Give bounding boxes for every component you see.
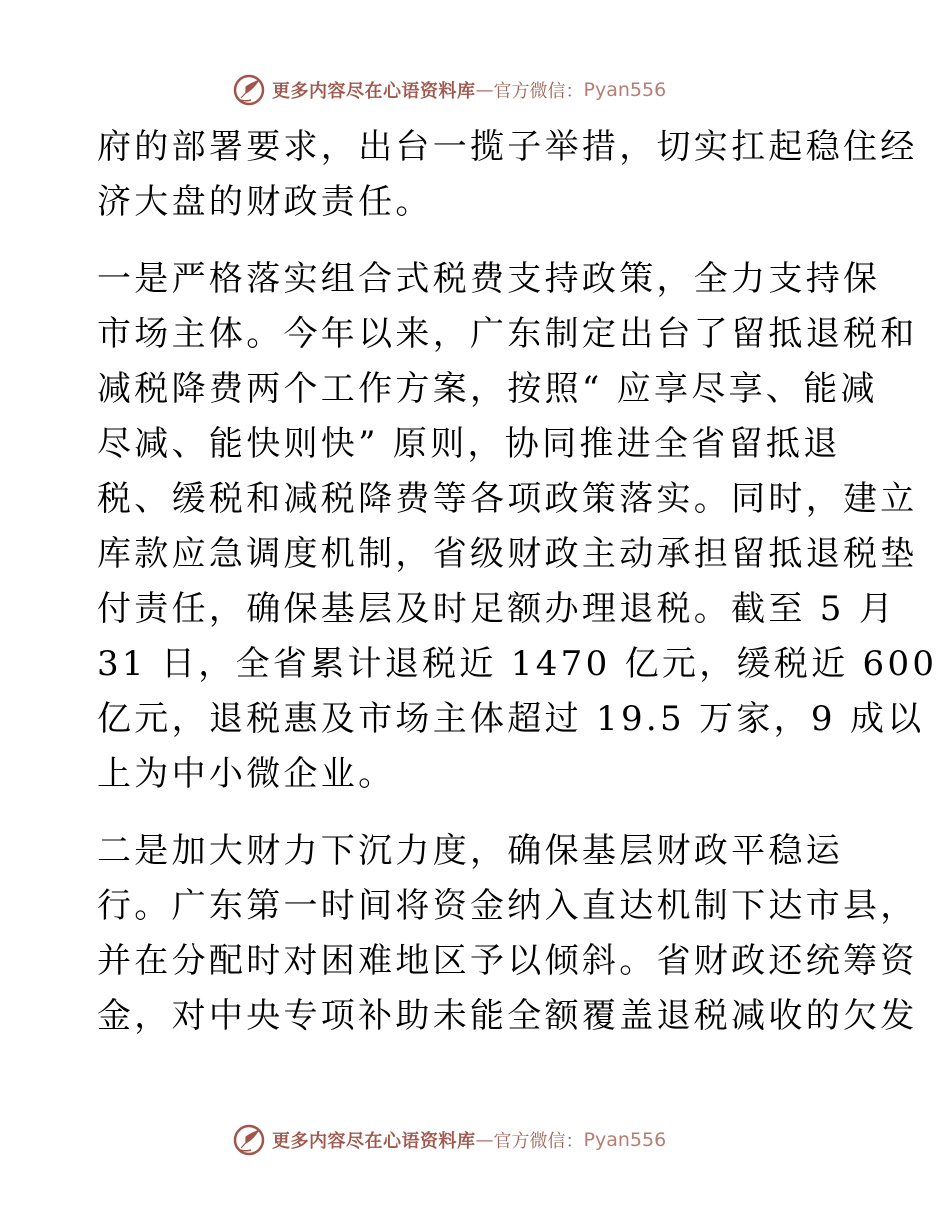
paragraph-2-line-4: 尽减、能快则快” 原则，协同推进全省留抵退 bbox=[97, 424, 841, 464]
watermark-wechat-id: Pyan556 bbox=[583, 1129, 667, 1151]
paragraph-2-line-9: 亿元，退税惠及市场主体超过 19.5 万家，9 成以 bbox=[97, 699, 925, 739]
header-watermark bbox=[232, 72, 666, 108]
paragraph-2-line-2: 市场主体。今年以来，广东制定出台了留抵退税和 bbox=[97, 314, 918, 354]
watermark-wechat-id: Pyan556 bbox=[583, 79, 667, 101]
paragraph-2-line-1: 一是严格落实组合式税费支持政策，全力支持保 bbox=[97, 259, 881, 299]
quill-logo-icon bbox=[232, 73, 266, 107]
paragraph-2-line-8: 31 日，全省累计退税近 1470 亿元，缓税近 600 bbox=[97, 644, 938, 684]
paragraph-3-line-4: 金，对中央专项补助未能全额覆盖退税减收的欠发 bbox=[97, 996, 918, 1036]
paragraph-3-line-2: 行。广东第一时间将资金纳入直达机制下达市县， bbox=[97, 886, 918, 926]
watermark-separator: — bbox=[475, 79, 494, 101]
watermark-wechat-label: 官方微信： bbox=[493, 81, 584, 102]
watermark-wechat-label: 官方微信： bbox=[493, 1131, 584, 1152]
paragraph-1-line-2: 济大盘的财政责任。 bbox=[97, 182, 433, 222]
paragraph-3-line-3: 并在分配时对困难地区予以倾斜。省财政还统筹资 bbox=[97, 941, 918, 981]
watermark-text: 更多内容尽在心语资料库 bbox=[272, 81, 476, 102]
paragraph-1-line-1: 府的部署要求，出台一揽子举措，切实扛起稳住经 bbox=[97, 127, 918, 167]
footer-watermark bbox=[232, 1122, 666, 1158]
paragraph-2-line-5: 税、缓税和减税降费等各项政策落实。同时，建立 bbox=[97, 479, 918, 519]
watermark-text: 更多内容尽在心语资料库 bbox=[272, 1131, 476, 1152]
watermark-separator: — bbox=[475, 1129, 494, 1151]
paragraph-3-line-1: 二是加大财力下沉力度，确保基层财政平稳运 bbox=[97, 831, 843, 871]
quill-logo-icon bbox=[232, 1123, 266, 1157]
paragraph-2-line-3: 减税降费两个工作方案，按照“ 应享尽享、能减 bbox=[97, 369, 878, 409]
paragraph-2-line-6: 库款应急调度机制，省级财政主动承担留抵退税垫 bbox=[97, 534, 918, 574]
paragraph-2-line-10: 上为中小微企业。 bbox=[97, 754, 396, 794]
paragraph-2-line-7: 付责任，确保基层及时足额办理退税。截至 5 月 bbox=[97, 589, 897, 629]
